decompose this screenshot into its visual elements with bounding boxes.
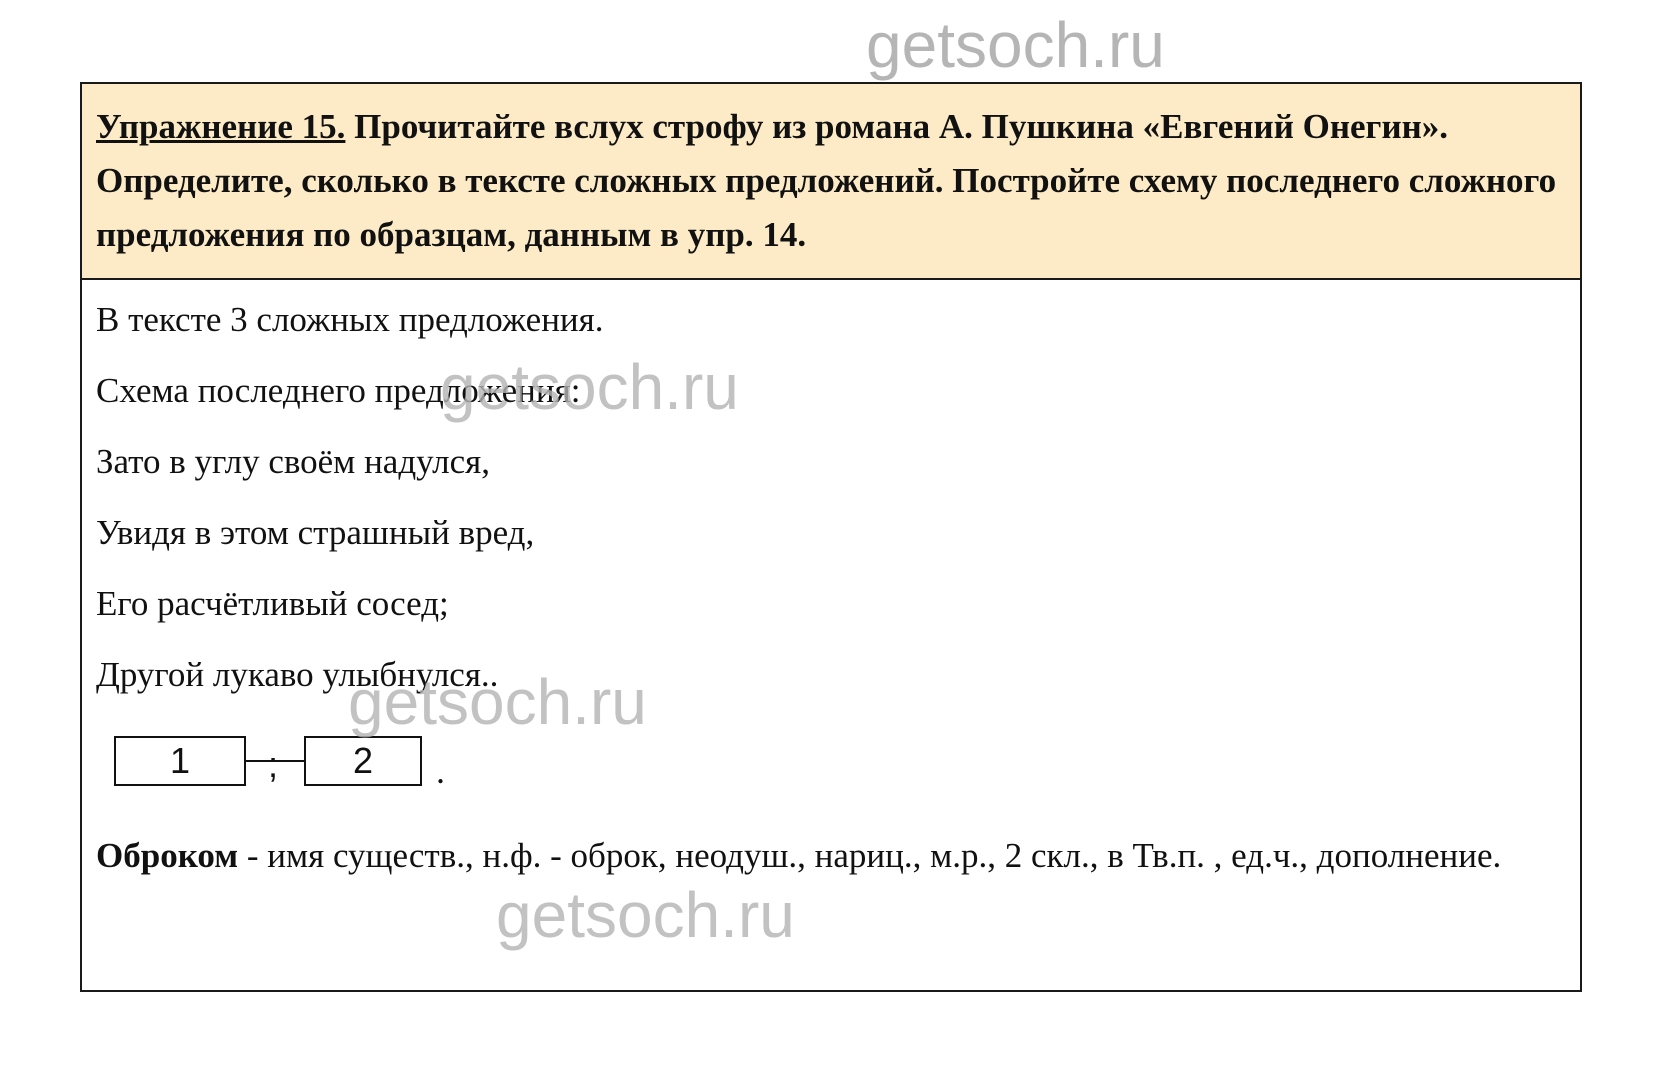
schema-label: Схема последнего предложения: xyxy=(96,371,581,410)
watermark-middle: getsoch.ru xyxy=(440,351,739,423)
poem-line-2: Увидя в этом страшный вред, xyxy=(96,513,535,552)
poem-line-1: Зато в углу своём надулся, xyxy=(96,442,490,481)
schema-box-1: 1 xyxy=(114,736,246,786)
parsed-word: Оброком xyxy=(96,836,239,875)
sentence-schema xyxy=(96,724,1566,820)
watermark-top: getsoch.ru xyxy=(866,9,1165,81)
task-header xyxy=(82,84,1580,280)
poem-line-4: Другой лукаво улыбнулся.. xyxy=(96,655,499,694)
watermark-bottom: getsoch.ru xyxy=(496,879,795,951)
parse-description: - имя существ., н.ф. - оброк, неодуш., нариц., м.р., 2 скл., в Тв.п. , ед.ч., дополнение. xyxy=(238,836,1502,875)
poem-line-3: Его расчётливый сосед; xyxy=(96,584,449,623)
exercise-card xyxy=(80,82,1582,992)
schema-end-mark: . xyxy=(436,751,445,791)
schema-separator: ; xyxy=(268,744,279,785)
answer-body xyxy=(82,280,1580,891)
task-text: Прочитайте вслух строфу из романа А. Пушкина «Евгений Онегин». Определите, сколько в тексте сложных предложений. Постройте схему последнего сложного предложения по образцам, данным в упр. 14. xyxy=(96,107,1557,254)
watermark-lower: getsoch.ru xyxy=(348,666,647,738)
schema-box-2: 2 xyxy=(304,736,422,786)
sentence-count: В тексте 3 сложных предложения. xyxy=(96,300,604,339)
task-number: Упражнение 15. xyxy=(96,107,346,146)
word-parse xyxy=(96,820,1566,891)
